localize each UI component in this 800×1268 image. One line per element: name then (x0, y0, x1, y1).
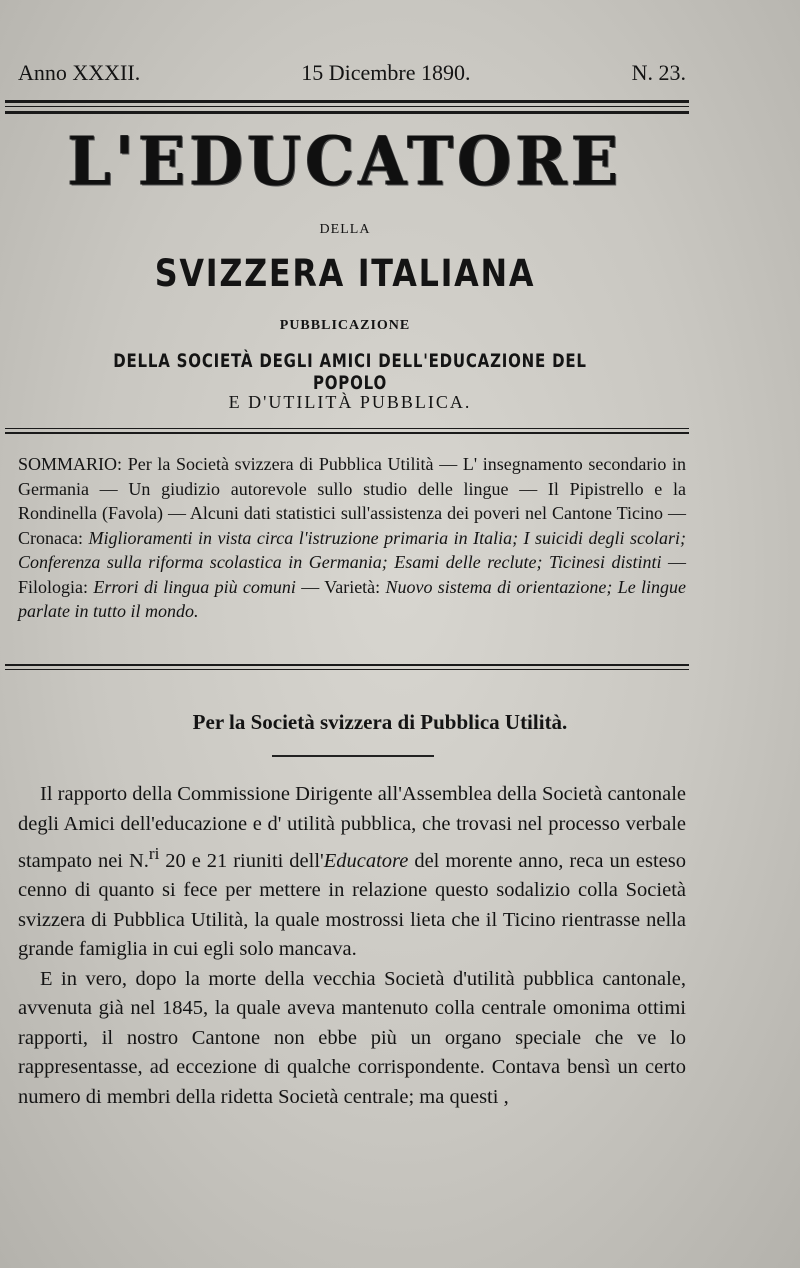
p1-journal-name: Educatore (323, 849, 409, 872)
summary-rule-top-thin (5, 428, 689, 429)
p1-text-c: del morente anno, reca un esteso cenno di quanto si fece per mettere in relazione questo sodalizio colla Società svizzera di Pubblica Utilità, la quale mostrossi lieta che il Ticino rientrasse nella grande famiglia in cui egli solo mancava. (18, 849, 686, 961)
article-paragraph-1 (18, 780, 686, 965)
issue-number: N. 23. (631, 60, 686, 85)
article-paragraph-2: E in vero, dopo la morte della vecchia Società d'utilità pubblica cantonale, avvenuta già nel 1845, la quale aveva mantenuto colla centrale omonima ottimi rapporti, il nostro Cantone non ebbe più un organo speciale che ve lo rappresentasse, ad eccezione di qualche corrispondente. Contava bensì un certo numero di membri della ridetta Società centrale; ma questi , (18, 967, 686, 1108)
masthead-title: L'EDUCATORE (67, 121, 623, 201)
summary-text-2: — Filologia: (18, 552, 687, 597)
summary-rule-bottom-thin (5, 669, 689, 670)
article-body (18, 780, 686, 1112)
summary-rule-bottom (5, 664, 689, 666)
p1-superscript: ri (148, 844, 160, 863)
article-title: Per la Società svizzera di Pubblica Utilità. (192, 710, 568, 734)
masthead-della: DELLA (319, 222, 371, 237)
summary (18, 452, 686, 624)
header-rule-thin (5, 106, 689, 107)
p1-text-b: 20 e 21 riuniti dell' (165, 849, 324, 872)
header-rule-bottom (5, 111, 689, 114)
header-rule-top (5, 100, 689, 103)
summary-text-1: Per la Società svizzera di Pubblica Utilità — L' insegnamento secondario in Germania — Un giudizio autorevole sullo studio delle lingue — Il Pipistrello e la Rondinella (Favola) — Alcuni dati statistici sull'assistenza dei poveri nel Cantone Ticino — Cronaca: (18, 454, 686, 548)
issue-header (18, 60, 686, 90)
masthead-society: DELLA SOCIETÀ DEGLI AMICI DELL'EDUCAZIONE DEL POPOLO (113, 350, 587, 394)
p1-text-a: Il rapporto della Commissione Dirigente all'Assemblea della Società cantonale degli Amici dell'educazione e d' utilità pubblica, che trovasi nel processo verbale stampato nei N. (18, 783, 686, 872)
issue-date: 15 Dicembre 1890. (301, 60, 471, 85)
masthead-region: SVIZZERA ITALIANA (154, 252, 536, 295)
summary-text-3: — Varietà: (301, 576, 381, 597)
issue-year: Anno XXXII. (18, 60, 141, 85)
masthead-publication: PUBBLICAZIONE (279, 318, 411, 333)
article-title-rule (272, 755, 434, 757)
summary-varieta: Nuovo sistema di orientazione; Le lingue parlate in tutto il mondo. (18, 576, 686, 621)
summary-cronaca: Miglioramenti in vista circa l'istruzione primaria in Italia; I suicidi degli scolari; Conferenza sulla riforma scolastica in Germania; Esami delle reclute; Ticinesi distinti (18, 527, 686, 572)
summary-filologia: Errori di lingua più comuni (93, 576, 296, 597)
summary-rule-top (5, 432, 689, 434)
masthead-utility: E D'UTILITÀ PUBBLICA. (228, 392, 472, 412)
summary-label: SOMMARIO: (18, 454, 123, 474)
